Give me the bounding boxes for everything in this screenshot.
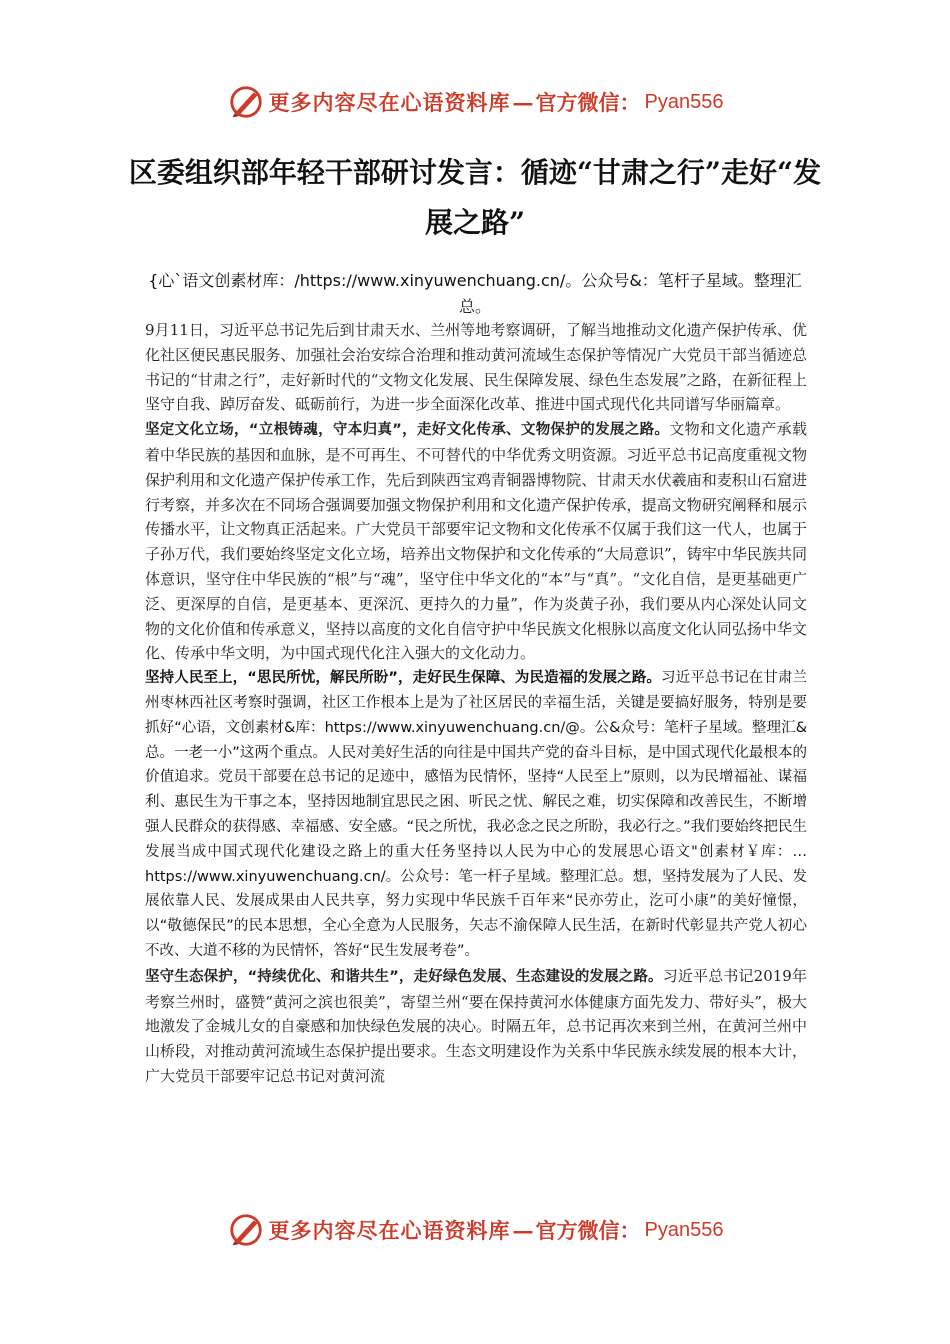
section-3-paragraph	[145, 964, 807, 1089]
footer-banner	[0, 1210, 950, 1250]
article-body	[145, 318, 807, 1089]
banner-wechat-label: 官方微信：	[535, 90, 641, 115]
banner-separator: —	[512, 1217, 534, 1243]
intro-paragraph: 9月11日，习近平总书记先后到甘肃天水、兰州等地考察调研，了解当地推动文化遗产保护传承、优化社区便民惠民服务、加强社会治安综合治理和推动黄河流域生态保护等情况广大党员干部当循迹总书记的“甘肃之行”，走好新时代的“文物文化发展、民生保障发展、绿色生态发展”之路，在新征程上坚守自我、踔厉奋发、砥砺前行，为进一步全面深化改革、推进中国式现代化共同谱写华丽篇章。	[145, 321, 807, 414]
section-1-body: 文物和文化遗产承载着中华民族的基因和血脉，是不可再生、不可替代的中华优秀文明资源。习近平总书记高度重视文物保护利用和文化遗产保护传承工作，先后到陕西宝鸡青铜器博物院、甘肃天水伏羲庙和麦积山石窟进行考察，并多次在不同场合强调要加强文物保护利用和文化遗产保护传承，提高文物研究阐释和展示传播水平，让文物真正活起来。广大党员干部要牢记文物和文化传承不仅属于我们这一代人，也属于子孙万代，我们要始终坚定文化立场，培养出文物保护和文化传承的“大局意识”，铸牢中华民族共同体意识，坚守住中华民族的“根”与“魂”，坚守住中华文化的“本”与“真”。“文化自信，是更基础更广泛、更深厚的自信，是更基本、更深沉、更持久的力量”，作为炎黄子孙，我们要从内心深处认同文物的文化价值和传承意义，坚持以高度的文化自信守护中华民族文化根脉以高度文化认同弘扬中华文化、传承中华文明，为中国式现代化注入强大的文化动力。	[145, 420, 807, 663]
source-line: {心`语文创素材库：/https://www.xinyuwenchuang.cn/。公众号&：笔杆子星域。整理汇总。	[148, 271, 802, 316]
banner-text: 更多内容尽在心语资料库	[268, 1218, 511, 1243]
header-banner	[0, 82, 950, 122]
section-3-body: 习近平总书记2019年考察兰州时，盛赞“黄河之滨也很美”，寄望兰州“要在保持黄河水体健康方面先发力、带好头”，极大地激发了金城儿女的自豪感和加快绿色发展的决心。时隔五年，总书记再次来到兰州，在黄河兰州中山桥段，对推动黄河流域生态保护提出要求。生态文明建设作为关系中华民族永续发展的根本大计，广大党员干部要牢记总书记对黄河流	[145, 966, 807, 1085]
banner-wechat-id: Pyan556	[644, 1218, 724, 1241]
banner-text: 更多内容尽在心语资料库	[268, 90, 511, 115]
section-1-heading: 坚定文化立场，“立根铸魂，守本归真”，走好文化传承、文物保护的发展之路。	[145, 422, 670, 439]
pen-logo-icon	[227, 1211, 265, 1249]
section-3-heading: 坚守生态保护，“持续优化、和谐共生”，走好绿色发展、生态建设的发展之路。	[145, 968, 663, 985]
section-2-heading: 坚持人民至上，“思民所忧，解民所盼”，走好民生保障、为民造福的发展之路。	[145, 670, 662, 687]
section-2-paragraph	[145, 666, 807, 964]
banner-separator: —	[512, 89, 534, 115]
document-title: 区委组织部年轻干部研讨发言：循迹“甘肃之行”走好“发展之路”	[128, 156, 822, 239]
section-1-paragraph	[145, 417, 807, 666]
section-2-body: 习近平总书记在甘肃兰州枣林西社区考察时强调，社区工作根本上是为了社区居民的幸福生活，关键是要搞好服务，特别是要抓好“心语，文创素材&库：https://www.xinyuwenchuang.cn/@。公&众号：笔杆子星域。整理汇&总。一老一小”这两个重点。人民对美好生活的向往是中国共产党的奋斗目标，是中国式现代化最根本的价值追求。党员干部要在总书记的足迹中，感悟为民情怀，坚持“人民至上”原则，以为民增福祉、谋福利、惠民生为干事之本，坚持因地制宜思民之困、听民之忧、解民之难，切实保障和改善民生，不断增强人民群众的获得感、幸福感、安全感。“民之所忧，我必念之民之所盼，我必行之。”我们要始终把民生发展当成中国式现代化建设之路上的重大任务坚持以人民为中心的发展思心语文"创素材￥库：…https://www.xinyuwenchuang.cn/。公众号：笔一杆子星域。整理汇总。想，坚持发展为了人民、发展依靠人民、发展成果由人民共享，努力实现中华民族千百年来“民亦劳止，汔可小康”的美好憧憬，以“敬德保民”的民本思想，全心全意为人民服务，矢志不渝保障人民生活，在新时代彰显共产党人初心不改、大道不移的为民情怀，答好“民生发展考卷”。	[145, 670, 808, 959]
pen-logo-icon	[227, 83, 265, 121]
banner-wechat-id: Pyan556	[644, 90, 724, 113]
banner-wechat-label: 官方微信：	[535, 1218, 641, 1243]
